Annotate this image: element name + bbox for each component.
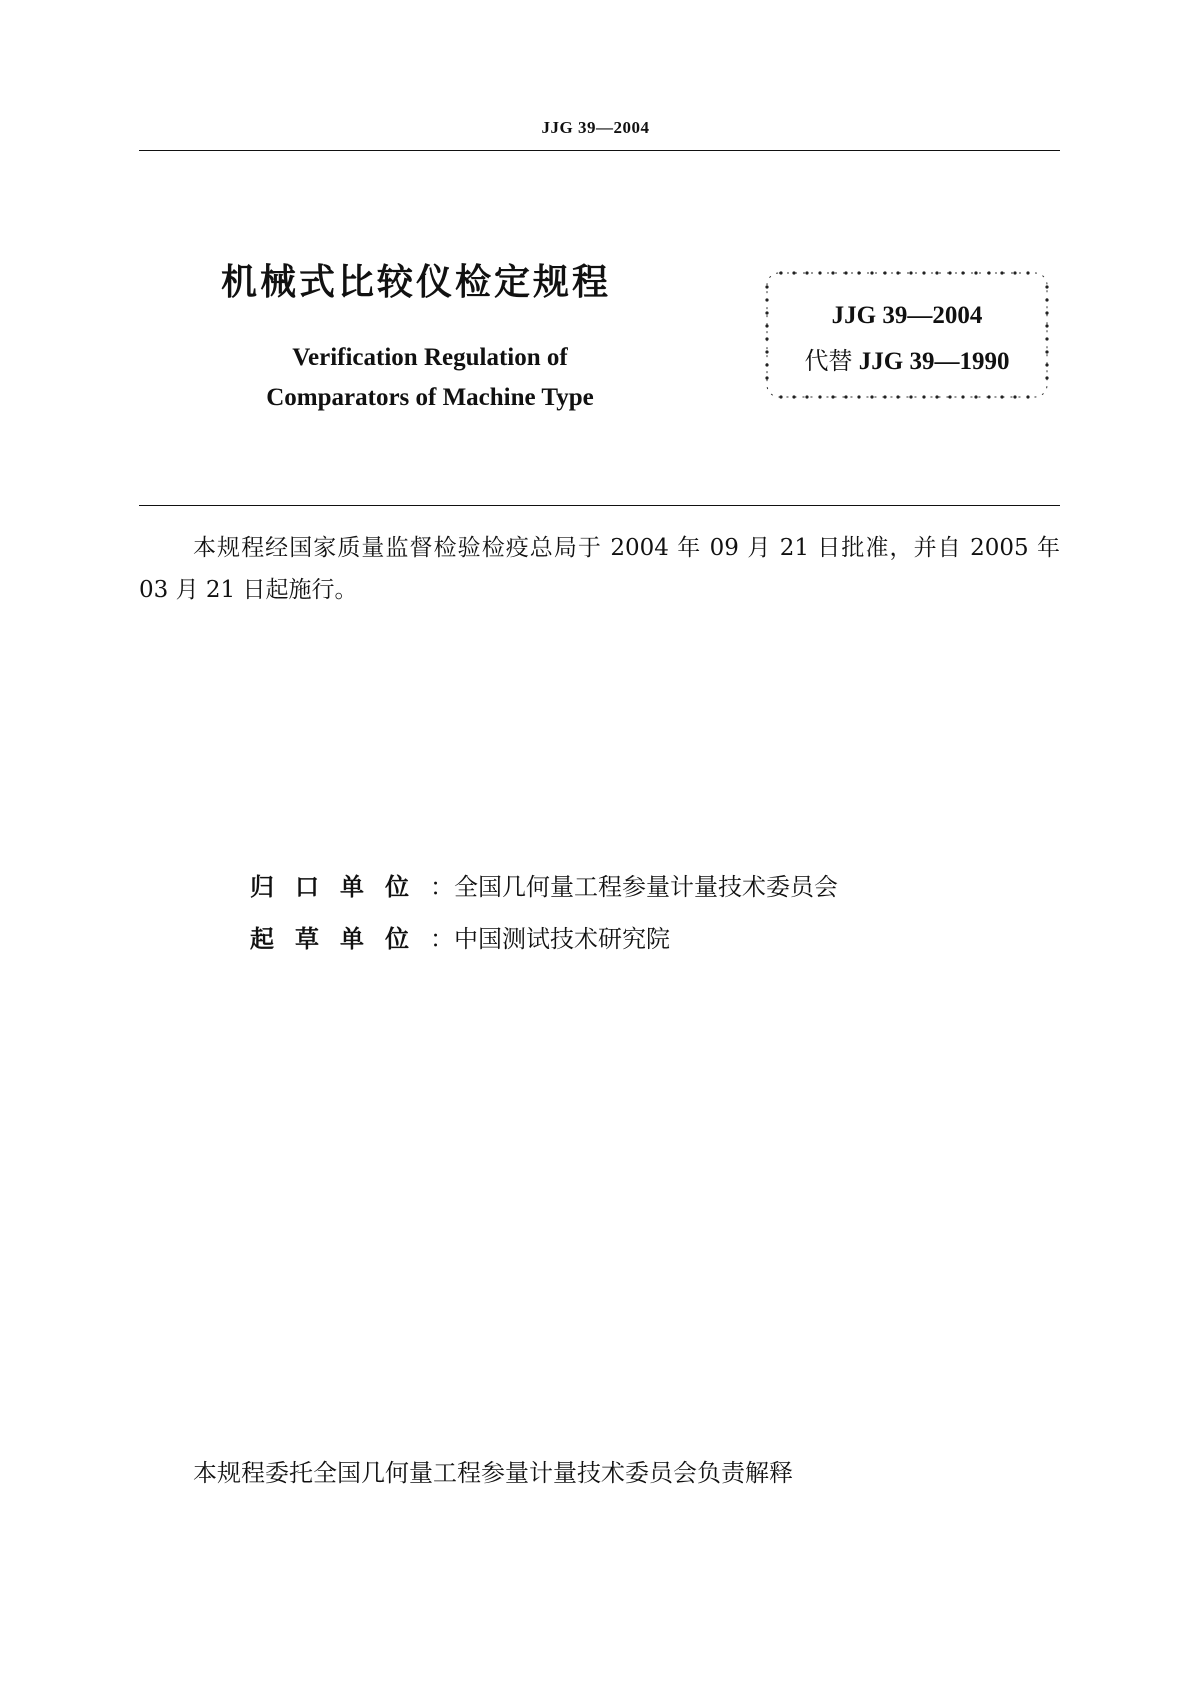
border-bead [1000,395,1003,398]
drafting-unit-label: 起 草 单 位 [250,925,409,953]
border-bead [831,271,834,274]
border-bead [870,395,873,398]
border-bead [844,395,847,398]
border-bead [818,271,821,274]
border-bead [961,271,964,274]
decorative-dotted-border [762,268,1052,402]
border-bead [922,395,925,398]
border-bead [948,395,951,398]
border-bead [883,271,886,274]
border-bead [987,395,990,398]
border-bead [792,395,795,398]
responsible-unit-row [250,871,838,903]
border-bead [1026,395,1029,398]
border-bead [1026,271,1029,274]
border-bead [935,395,938,398]
approval-statement: 本规程经国家质量监督检验检疫总局于 2004 年 09 月 21 日批准，并自 2005 年 03 月 21 日起施行。 [139,535,1060,603]
border-bead [935,271,938,274]
border-bead [857,271,860,274]
section-rule [139,505,1060,506]
border-bead [948,271,951,274]
drafting-unit-row [250,923,670,955]
standard-code: JJG 39—2004 [831,302,983,329]
drafting-unit-colon: ： [430,925,454,953]
border-bead [896,271,899,274]
border-bead [765,376,768,379]
border-bead [974,395,977,398]
border-bead [922,271,925,274]
replaced-code: JJG 39—1990 [858,348,1010,375]
border-bead [909,395,912,398]
border-bead [831,395,834,398]
border-bead [1045,285,1048,288]
border-bead [805,395,808,398]
responsible-unit-value: 全国几何量工程参量计量技术委员会 [454,873,838,901]
document-title-en-line2: Comparators of Machine Type [266,384,594,411]
border-bead [870,271,873,274]
drafting-unit-value: 中国测试技术研究院 [454,925,670,953]
border-bead [844,271,847,274]
border-bead [961,395,964,398]
replaces-code-line [762,341,1052,376]
border-bead [818,395,821,398]
border-bead [805,271,808,274]
border-bead [857,395,860,398]
replaces-prefix: 代替 [804,347,853,375]
border-bead [792,271,795,274]
standard-code-box [762,268,1052,402]
border-bead [883,395,886,398]
document-title-en-line1: Verification Regulation of [292,344,568,371]
running-header-code: JJG 39—2004 [541,118,650,137]
border-bead [1013,271,1016,274]
border-bead [1013,395,1016,398]
border-bead [909,271,912,274]
responsible-unit-label: 归 口 单 位 [250,873,409,901]
responsible-unit-colon: ： [430,873,454,901]
border-bead [765,285,768,288]
interpretation-note: 本规程委托全国几何量工程参量计量技术委员会负责解释 [193,1459,793,1487]
border-bead [987,271,990,274]
document-title-cn: 机械式比较仪检定规程 [221,262,612,303]
border-bead [974,271,977,274]
border-bead [1045,376,1048,379]
header-rule [139,150,1060,151]
border-bead [896,395,899,398]
border-bead [779,271,782,274]
border-bead [1000,271,1003,274]
border-bead [779,395,782,398]
